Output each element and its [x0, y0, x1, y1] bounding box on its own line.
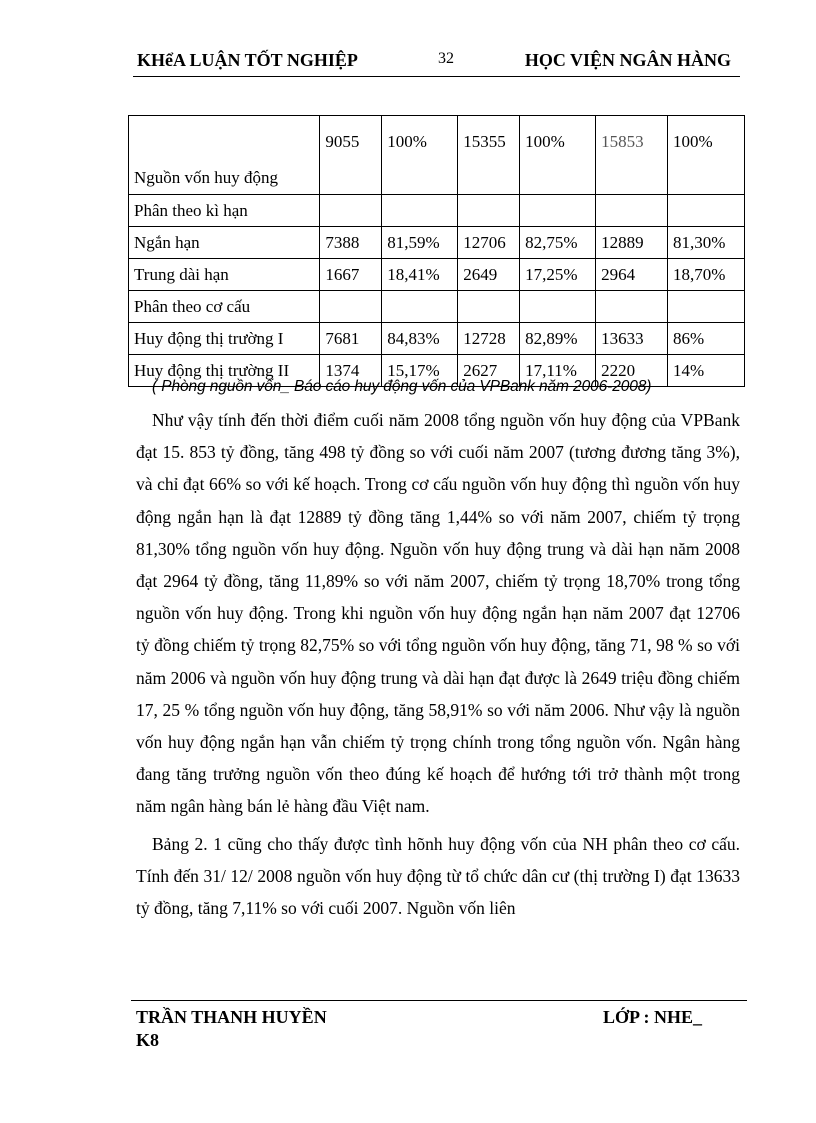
table-cell: 12728 — [458, 323, 520, 355]
table-cell: 17,25% — [520, 259, 596, 291]
table-cell: 82,89% — [520, 323, 596, 355]
table-cell: 15,17% — [382, 355, 458, 387]
row-label: Phân theo cơ cấu — [129, 291, 320, 323]
table-cell: 14% — [668, 355, 745, 387]
table-cell: 2627 — [458, 355, 520, 387]
table-cell: 86% — [668, 323, 745, 355]
table-cell — [320, 291, 382, 323]
table-cell: 15853 — [596, 116, 668, 195]
footer-divider — [131, 1000, 747, 1001]
table-cell: 13633 — [596, 323, 668, 355]
table-cell — [520, 195, 596, 227]
table-cell — [382, 291, 458, 323]
table-cell — [668, 291, 745, 323]
class-code: K8 — [136, 1030, 160, 1050]
table-cell: 2220 — [596, 355, 668, 387]
paragraph: Bảng 2. 1 cũng cho thấy được tình hõnh huy động vốn của NH phân theo cơ cấu. Tính đến 31/ 12/ 2008 nguồn vốn huy động từ tổ chức dân cư (thị trường I) đạt 13633 tỷ đồng, tăng 7,11% so với cuối 2007. Nguồn vốn liên — [136, 833, 740, 919]
author-name: TRẦN THANH HUYỀN — [136, 1007, 327, 1027]
table-cell: 100% — [382, 116, 458, 195]
table-cell — [458, 195, 520, 227]
row-label: Huy động thị trường I — [129, 323, 320, 355]
page-number: 32 — [438, 50, 454, 67]
paragraph: Như vậy tính đến thời điểm cuối năm 2008 tổng nguồn vốn huy động của VPBank đạt 15. 853 tỷ đồng, tăng 498 tỷ đồng so với cuối năm 2007 (tương đương tăng 3%), và chỉ đạt 66% so với kế hoạch. Trong cơ cấu nguồn vốn huy động thì nguồn vốn huy động ngắn hạn là đạt 12889 tỷ đồng tăng 1,44% so với năm 2007, chiếm tỷ trọng 81,30% tổng nguồn vốn huy động. Nguồn vốn huy động trung và dài hạn năm 2008 đạt 2964 tỷ đồng, tăng 11,89% so với năm 2007, chiếm tỷ trọng 18,70% trong tổng nguồn vốn huy động. Trong khi nguồn vốn huy động ngắn hạn năm 2007 đạt 12706 tỷ đồng chiếm tỷ trọng 82,75% so với tổng nguồn vốn huy động, tăng 71, 98 % so với năm 2006 và nguồn vốn huy động trung và dài hạn đạt được là 2649 triệu đồng chiếm 17, 25 % tổng nguồn vốn huy động, tăng 58,91% so với năm 2006. Như vậy là nguồn vốn huy động ngắn hạn vẫn chiếm tỷ trọng chính trong tổng nguồn vốn. Ngân hàng đang tăng trưởng nguồn vốn theo đúng kế hoạch để hướng tới trở thành một trong năm ngân hàng bán lẻ hàng đầu Việt nam. — [136, 410, 740, 817]
table-cell: 9055 — [320, 116, 382, 195]
table-cell: 12889 — [596, 227, 668, 259]
page-header — [133, 46, 743, 72]
table-cell: 1374 — [320, 355, 382, 387]
table-cell: 7681 — [320, 323, 382, 355]
table-row — [129, 291, 745, 323]
table-cell — [382, 195, 458, 227]
institution-name: HỌC VIỆN NGÂN HÀNG — [524, 50, 731, 70]
row-label: Nguồn vốn huy động — [129, 116, 320, 195]
thesis-title: KHểA LUẬN TỐT NGHIỆP — [137, 50, 358, 70]
table-cell — [458, 291, 520, 323]
header-divider — [133, 76, 740, 77]
table-cell: 84,83% — [382, 323, 458, 355]
table-cell: 15355 — [458, 116, 520, 195]
table-cell: 17,11% — [520, 355, 596, 387]
table-cell: 81,59% — [382, 227, 458, 259]
table-cell: 100% — [668, 116, 745, 195]
table-cell — [596, 195, 668, 227]
table-cell — [320, 195, 382, 227]
table-cell: 18,41% — [382, 259, 458, 291]
table-cell: 7388 — [320, 227, 382, 259]
table-source-caption: ( Phòng nguồn vốn_ Báo cáo huy động vốn của VPBank năm 2006-2008) — [152, 378, 652, 395]
row-label: Ngắn hạn — [129, 227, 320, 259]
table-row — [129, 259, 745, 291]
table-row — [129, 227, 745, 259]
table-row — [129, 116, 745, 195]
table-cell: 100% — [520, 116, 596, 195]
table-cell: 82,75% — [520, 227, 596, 259]
table-row — [129, 195, 745, 227]
table-cell: 18,70% — [668, 259, 745, 291]
row-label: Trung dài hạn — [129, 259, 320, 291]
table-cell — [596, 291, 668, 323]
table-row — [129, 323, 745, 355]
row-label: Huy động thị trường II — [129, 355, 320, 387]
body-text — [136, 404, 740, 924]
class-label: LỚP : NHE_ — [603, 1007, 703, 1027]
table-cell: 12706 — [458, 227, 520, 259]
capital-mobilization-table — [128, 115, 745, 387]
table-cell: 2649 — [458, 259, 520, 291]
table-cell: 1667 — [320, 259, 382, 291]
row-label: Phân theo kì hạn — [129, 195, 320, 227]
table-cell — [668, 195, 745, 227]
table-cell: 2964 — [596, 259, 668, 291]
table-cell — [520, 291, 596, 323]
table-cell: 81,30% — [668, 227, 745, 259]
